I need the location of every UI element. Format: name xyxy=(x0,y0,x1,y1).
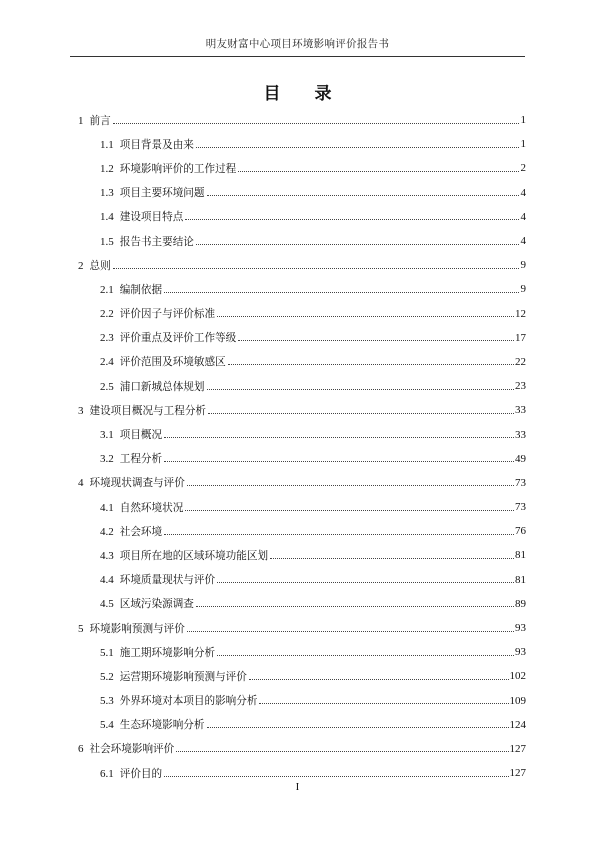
toc-entry-label xyxy=(100,330,237,345)
toc-entry-label xyxy=(100,693,258,708)
dot-leader xyxy=(164,437,514,438)
toc-entry[interactable] xyxy=(78,689,526,713)
toc-entry-number: 4.3 xyxy=(100,549,114,562)
toc-entry-page: 1 xyxy=(520,114,526,127)
toc-entry-page: 127 xyxy=(509,742,526,755)
toc-entry-label xyxy=(100,282,163,297)
toc-entry[interactable] xyxy=(78,616,526,640)
toc-entry-page: 4 xyxy=(520,186,526,199)
toc-entry-page: 49 xyxy=(515,452,526,465)
table-of-contents xyxy=(78,108,526,785)
toc-entry-text: 区域污染源调查 xyxy=(119,598,194,611)
toc-entry-text: 环境现状调查与评价 xyxy=(89,477,185,490)
toc-entry[interactable] xyxy=(78,350,526,374)
toc-entry-text: 前言 xyxy=(89,114,111,127)
toc-entry-number: 4.1 xyxy=(100,501,114,514)
dot-leader xyxy=(164,534,514,535)
toc-entry-label xyxy=(78,258,112,273)
toc-entry-number: 1.4 xyxy=(100,211,114,224)
toc-entry-text: 建设项目特点 xyxy=(119,211,184,224)
dot-leader xyxy=(208,413,514,414)
toc-entry-text: 工程分析 xyxy=(119,453,163,466)
toc-entry[interactable] xyxy=(78,519,526,543)
dot-leader xyxy=(185,510,514,511)
toc-entry-number: 4.5 xyxy=(100,598,114,611)
toc-entry[interactable] xyxy=(78,640,526,664)
toc-entry-text: 项目主要环境问题 xyxy=(119,187,205,200)
toc-entry-page: 93 xyxy=(515,646,526,659)
toc-entry-label xyxy=(78,475,186,490)
toc-entry-label xyxy=(100,766,163,781)
toc-entry[interactable] xyxy=(78,568,526,592)
dot-leader xyxy=(238,171,519,172)
toc-entry[interactable] xyxy=(78,326,526,350)
page-number: I xyxy=(295,781,300,793)
toc-entry-text: 评价目的 xyxy=(119,767,163,780)
toc-entry-text: 环境质量现状与评价 xyxy=(119,574,216,587)
toc-entry-text: 运营期环境影响预测与评价 xyxy=(119,670,247,683)
toc-entry-text: 生态环境影响分析 xyxy=(119,719,205,732)
header-rule xyxy=(70,56,525,57)
toc-entry-number: 5.2 xyxy=(100,670,114,683)
toc-entry[interactable] xyxy=(78,422,526,446)
toc-entry-label xyxy=(100,451,163,466)
toc-entry-number: 4 xyxy=(78,477,84,490)
toc-title: 目 录 xyxy=(263,84,346,104)
toc-entry-text: 环境影响评价的工作过程 xyxy=(119,162,237,175)
toc-entry-label xyxy=(100,137,195,152)
toc-entry-number: 6 xyxy=(78,743,84,756)
dot-leader xyxy=(164,776,508,777)
toc-entry-page: 81 xyxy=(515,549,526,562)
toc-entry-text: 建设项目概况与工程分析 xyxy=(89,404,207,417)
toc-entry-number: 3.2 xyxy=(100,453,114,466)
toc-entry-label xyxy=(100,500,184,515)
toc-entry-page: 2 xyxy=(520,162,526,175)
toc-entry-text: 自然环境状况 xyxy=(119,501,184,514)
toc-entry[interactable] xyxy=(78,181,526,205)
running-header: 明友财富中心项目环境影响评价报告书 xyxy=(205,38,390,50)
toc-entry-label xyxy=(100,572,216,587)
toc-entry-page: 73 xyxy=(515,476,526,489)
toc-entry-text: 社会环境 xyxy=(119,525,163,538)
dot-leader xyxy=(196,147,519,148)
dot-leader xyxy=(228,364,514,365)
toc-entry-number: 2.5 xyxy=(100,380,114,393)
toc-entry-label xyxy=(100,427,163,442)
toc-entry-label xyxy=(78,741,175,756)
toc-entry-number: 4.2 xyxy=(100,525,114,538)
dot-leader xyxy=(259,703,508,704)
dot-leader xyxy=(238,340,514,341)
toc-entry-page: 76 xyxy=(515,525,526,538)
toc-entry-page: 12 xyxy=(515,307,526,320)
toc-entry[interactable] xyxy=(78,737,526,761)
toc-entry-label xyxy=(100,717,206,732)
toc-entry-number: 5.1 xyxy=(100,646,114,659)
dot-leader xyxy=(187,631,514,632)
toc-entry[interactable] xyxy=(78,543,526,567)
dot-leader xyxy=(207,727,509,728)
toc-entry-number: 2.2 xyxy=(100,308,114,321)
dot-leader xyxy=(113,268,519,269)
toc-entry[interactable] xyxy=(78,132,526,156)
toc-entry-number: 1.2 xyxy=(100,162,114,175)
toc-entry[interactable] xyxy=(78,471,526,495)
toc-entry-page: 33 xyxy=(515,428,526,441)
toc-entry-number: 1.3 xyxy=(100,187,114,200)
toc-entry[interactable] xyxy=(78,374,526,398)
toc-entry-text: 评价范围及环境敏感区 xyxy=(119,356,226,369)
toc-entry-text: 施工期环境影响分析 xyxy=(119,646,216,659)
toc-entry-label xyxy=(100,669,248,684)
toc-entry-text: 社会环境影响评价 xyxy=(89,743,175,756)
dot-leader xyxy=(196,244,519,245)
toc-entry-label xyxy=(100,524,163,539)
toc-entry-label xyxy=(100,185,206,200)
toc-entry[interactable] xyxy=(78,108,526,132)
toc-entry-label xyxy=(100,645,216,660)
dot-leader xyxy=(185,219,519,220)
dot-leader xyxy=(113,123,519,124)
toc-entry[interactable] xyxy=(78,229,526,253)
toc-entry-page: 23 xyxy=(515,380,526,393)
toc-entry-number: 1 xyxy=(78,114,84,127)
toc-entry-number: 1.1 xyxy=(100,138,114,151)
toc-entry-number: 2 xyxy=(78,259,84,272)
dot-leader xyxy=(217,316,514,317)
toc-entry-page: 22 xyxy=(515,355,526,368)
toc-entry-page: 127 xyxy=(509,767,526,780)
toc-entry-number: 2.1 xyxy=(100,283,114,296)
toc-entry-page: 1 xyxy=(520,138,526,151)
toc-entry-text: 编制依据 xyxy=(119,283,163,296)
toc-entry-page: 81 xyxy=(515,573,526,586)
toc-entry-page: 102 xyxy=(509,670,526,683)
toc-entry[interactable] xyxy=(78,302,526,326)
dot-leader xyxy=(207,195,520,196)
dot-leader xyxy=(176,751,508,752)
toc-entry-label xyxy=(78,621,186,636)
toc-entry-label xyxy=(100,548,269,563)
dot-leader xyxy=(270,558,514,559)
toc-entry-text: 浦口新城总体规划 xyxy=(119,380,205,393)
dot-leader xyxy=(217,655,514,656)
toc-entry-page: 17 xyxy=(515,331,526,344)
toc-entry-text: 项目概况 xyxy=(119,429,163,442)
toc-entry-page: 4 xyxy=(520,210,526,223)
dot-leader xyxy=(196,606,514,607)
toc-entry[interactable] xyxy=(78,447,526,471)
toc-entry-label xyxy=(100,209,184,224)
toc-entry[interactable] xyxy=(78,713,526,737)
toc-entry[interactable] xyxy=(78,592,526,616)
toc-entry[interactable] xyxy=(78,398,526,422)
toc-entry-page: 4 xyxy=(520,235,526,248)
toc-entry-label xyxy=(100,596,195,611)
toc-entry-text: 环境影响预测与评价 xyxy=(89,622,185,635)
toc-entry-page: 33 xyxy=(515,404,526,417)
dot-leader xyxy=(207,389,515,390)
toc-entry-text: 项目背景及由来 xyxy=(119,138,194,151)
toc-entry-number: 2.4 xyxy=(100,356,114,369)
toc-entry-text: 评价因子与评价标准 xyxy=(119,308,216,321)
toc-entry[interactable] xyxy=(78,156,526,180)
toc-entry-number: 3.1 xyxy=(100,429,114,442)
toc-entry-label xyxy=(100,354,227,369)
toc-entry-number: 5.4 xyxy=(100,719,114,732)
dot-leader xyxy=(164,292,519,293)
toc-entry-page: 93 xyxy=(515,622,526,635)
toc-entry[interactable] xyxy=(78,253,526,277)
toc-entry-number: 2.3 xyxy=(100,332,114,345)
toc-entry-label xyxy=(100,234,195,249)
dot-leader xyxy=(187,485,514,486)
toc-entry-number: 4.4 xyxy=(100,574,114,587)
toc-entry-page: 73 xyxy=(515,501,526,514)
toc-entry-page: 124 xyxy=(509,718,526,731)
toc-entry-number: 1.5 xyxy=(100,235,114,248)
toc-entry-label xyxy=(100,161,237,176)
toc-entry-page: 109 xyxy=(509,694,526,707)
toc-entry-text: 评价重点及评价工作等级 xyxy=(119,332,237,345)
toc-entry-text: 总则 xyxy=(89,259,111,272)
toc-entry-page: 9 xyxy=(520,283,526,296)
toc-entry-label xyxy=(100,306,216,321)
toc-entry-label xyxy=(100,379,206,394)
toc-entry-text: 报告书主要结论 xyxy=(119,235,194,248)
dot-leader xyxy=(164,461,514,462)
dot-leader xyxy=(249,679,509,680)
toc-entry-label xyxy=(78,113,112,128)
toc-entry-number: 5 xyxy=(78,622,84,635)
toc-entry-text: 项目所在地的区域环境功能区划 xyxy=(119,549,269,562)
toc-entry[interactable] xyxy=(78,277,526,301)
toc-entry[interactable] xyxy=(78,495,526,519)
toc-entry-number: 3 xyxy=(78,404,84,417)
toc-entry[interactable] xyxy=(78,664,526,688)
toc-entry-label xyxy=(78,403,207,418)
toc-entry-text: 外界环境对本项目的影响分析 xyxy=(119,695,258,708)
dot-leader xyxy=(217,582,514,583)
toc-entry-page: 89 xyxy=(515,597,526,610)
toc-entry-page: 9 xyxy=(520,259,526,272)
toc-entry[interactable] xyxy=(78,205,526,229)
toc-entry-number: 5.3 xyxy=(100,695,114,708)
toc-entry-number: 6.1 xyxy=(100,767,114,780)
